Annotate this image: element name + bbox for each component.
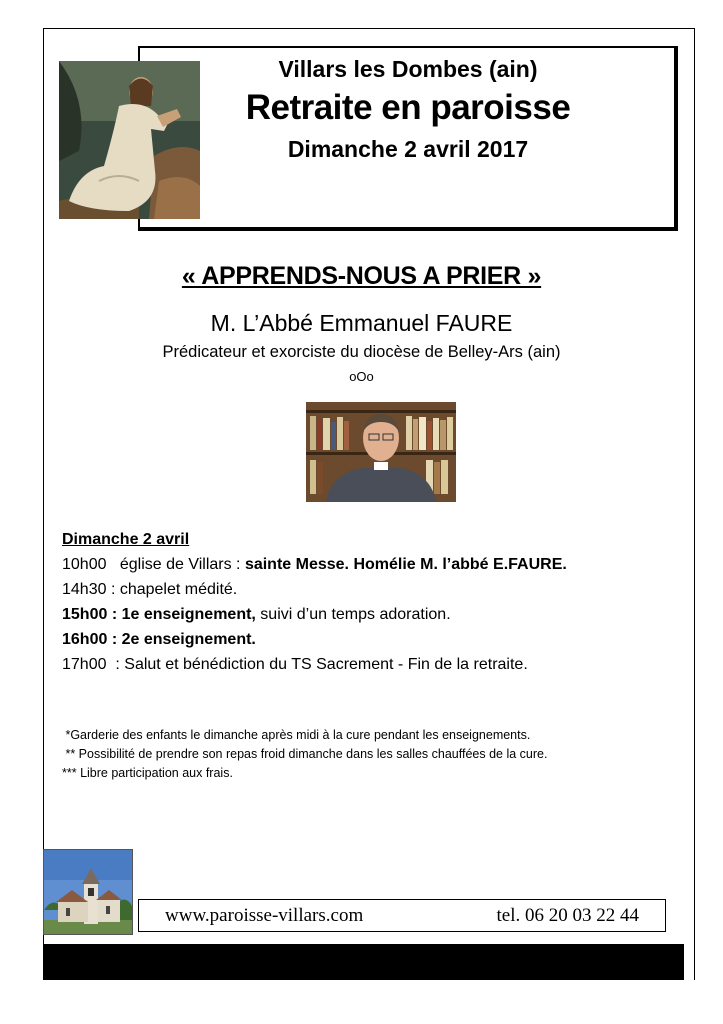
schedule-text: église de Villars : — [106, 556, 245, 573]
bottom-bar — [43, 944, 684, 980]
retreat-theme: « APPRENDS-NOUS A PRIER » — [181, 262, 542, 290]
schedule-text: suivi d’un temps adoration. — [255, 606, 451, 623]
speaker-name: M. L’Abbé Emmanuel FAURE — [210, 310, 513, 336]
jesus-praying-image — [59, 61, 200, 219]
schedule-time: 16h00 : 2e enseignement. — [62, 631, 256, 648]
speaker-role: Prédicateur et exorciste du diocèse de Belley-Ars (ain) — [162, 343, 561, 361]
phone-number: tel. 06 20 03 22 44 — [496, 905, 639, 926]
website-link[interactable]: www.paroisse-villars.com — [165, 905, 364, 926]
note-participation: *** Libre participation aux frais. — [62, 766, 233, 780]
note-meal: ** Possibilité de prendre son repas froid dimanche dans les salles chauffées de la cure. — [62, 747, 548, 761]
note-childcare: *Garderie des enfants le dimanche après midi à la cure pendant les enseignements. — [62, 728, 531, 742]
contact-box — [138, 899, 666, 932]
schedule-time: 10h00 — [62, 556, 107, 573]
schedule-time: 14h30 — [62, 581, 107, 598]
schedule-item-1600 — [62, 627, 567, 652]
schedule-item-1700 — [62, 652, 567, 677]
ornament: oOo — [349, 369, 374, 384]
header-location: Villars les Dombes (ain) — [278, 56, 538, 82]
header-date: Dimanche 2 avril 2017 — [287, 136, 529, 162]
schedule-time: 17h00 — [62, 656, 107, 673]
schedule-item-1000 — [62, 552, 567, 577]
header-title: Retraite en paroisse — [245, 88, 571, 127]
schedule-text: : chapelet médité. — [106, 581, 238, 598]
priest-portrait-image — [306, 402, 456, 502]
schedule-item-1430 — [62, 577, 567, 602]
church-image — [43, 849, 133, 935]
schedule — [62, 527, 567, 677]
notes — [62, 726, 547, 783]
schedule-day: Dimanche 2 avril — [62, 531, 190, 548]
schedule-text: : Salut et bénédiction du TS Sacrement - Fin de la retraite. — [106, 656, 528, 673]
schedule-time: 15h00 : 1e enseignement, — [62, 606, 256, 623]
schedule-item-1500 — [62, 602, 567, 627]
schedule-bold: sainte Messe. Homélie M. l’abbé E.FAURE. — [244, 556, 567, 573]
